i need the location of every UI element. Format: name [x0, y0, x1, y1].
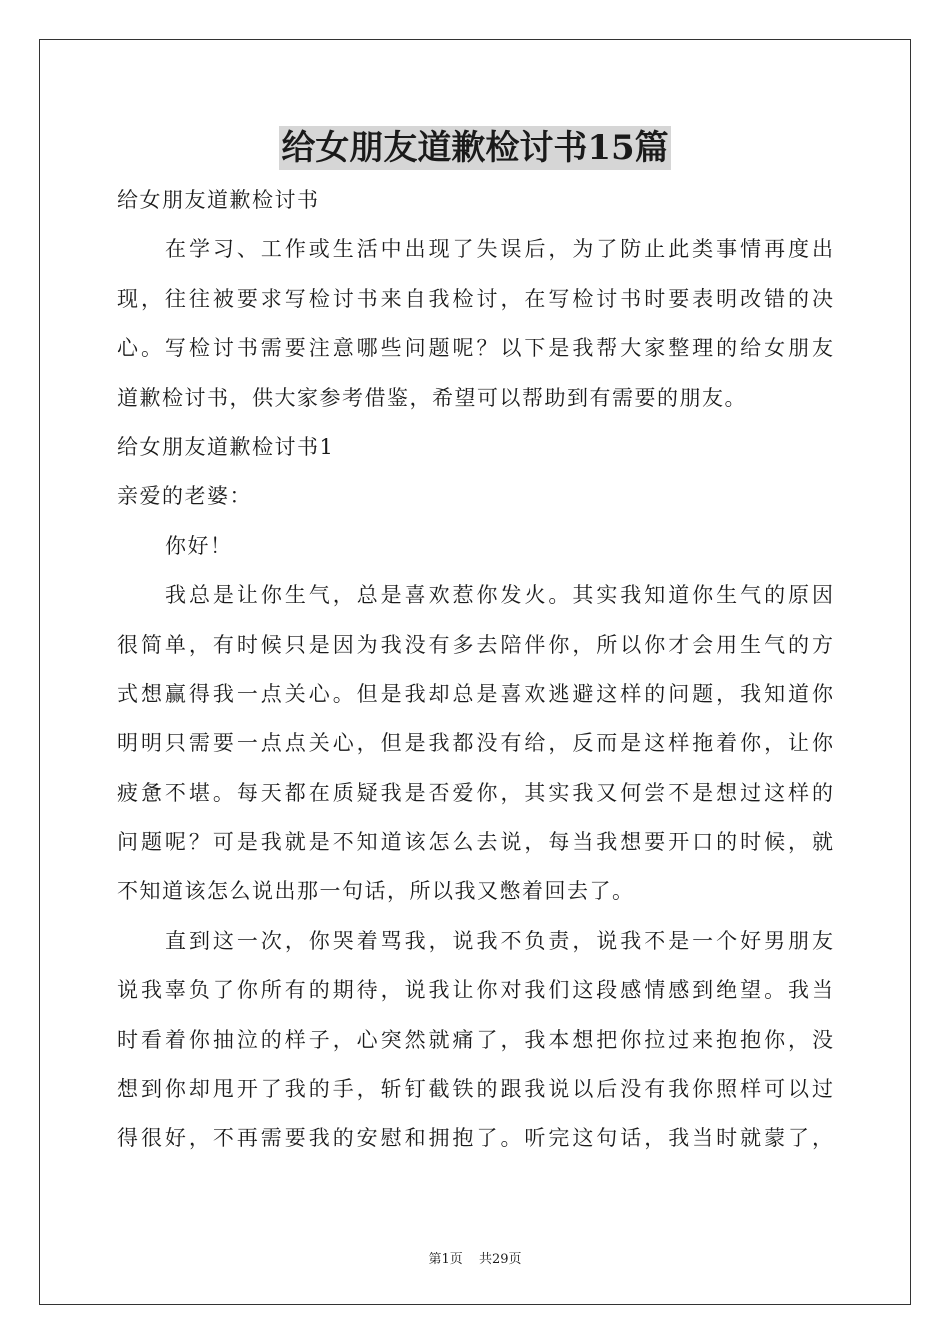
page-total: 共29页: [478, 1252, 522, 1267]
text-line: 心。写检讨书需要注意哪些问题呢？以下是我帮大家整理的给女朋友: [117, 336, 833, 361]
text-line: 式想赢得我一点关心。但是我却总是喜欢逃避这样的问题，我知道你: [117, 681, 833, 706]
text-line: 很简单，有时候只是因为我没有多去陪伴你，所以你才会用生气的方: [117, 632, 833, 657]
document-body: [117, 176, 833, 1164]
text-line: 我总是让你生气，总是喜欢惹你发火。其实我知道你生气的原因: [165, 583, 833, 608]
text-line: 亲爱的老婆：: [117, 484, 252, 509]
text-line: 疲惫不堪。每天都在质疑我是否爱你，其实我又何尝不是想过这样的: [117, 780, 833, 805]
page-footer: [0, 1248, 950, 1267]
title-container: [0, 126, 950, 170]
text-line: 时看着你抽泣的样子，心突然就痛了，我本想把你拉过来抱抱你，没: [117, 1027, 833, 1052]
text-line: 想到你却甩开了我的手，斩钉截铁的跟我说以后没有我你照样可以过: [117, 1077, 833, 1102]
text-line: 说我辜负了你所有的期待，说我让你对我们这段感情感到绝望。我当: [117, 978, 833, 1003]
text-line: 给女朋友道歉检讨书: [117, 188, 320, 212]
page-title: 给女朋友道歉检讨书15篇: [281, 128, 669, 168]
text-line: 道歉检讨书，供大家参考借鉴，希望可以帮助到有需要的朋友。: [117, 385, 747, 410]
text-line: 得很好，不再需要我的安慰和拥抱了。听完这句话，我当时就蒙了，: [117, 1126, 833, 1151]
page-number: 第1页: [428, 1252, 463, 1267]
text-line: 现，往往被要求写检讨书来自我检讨，在写检讨书时要表明改错的决: [117, 286, 833, 311]
text-line: 给女朋友道歉检讨书1: [117, 434, 335, 459]
text-line: 直到这一次，你哭着骂我，说我不负责，说我不是一个好男朋友: [165, 928, 833, 953]
text-line: 在学习、工作或生活中出现了失误后，为了防止此类事情再度出: [165, 237, 833, 262]
text-line: 你好！: [165, 533, 233, 558]
text-line: 不知道该怎么说出那一句话，所以我又憋着回去了。: [117, 879, 635, 904]
text-line: 问题呢？可是我就是不知道该怎么去说，每当我想要开口的时候，就: [117, 830, 833, 855]
text-line: 明明只需要一点点关心，但是我都没有给，反而是这样拖着你，让你: [117, 731, 833, 756]
